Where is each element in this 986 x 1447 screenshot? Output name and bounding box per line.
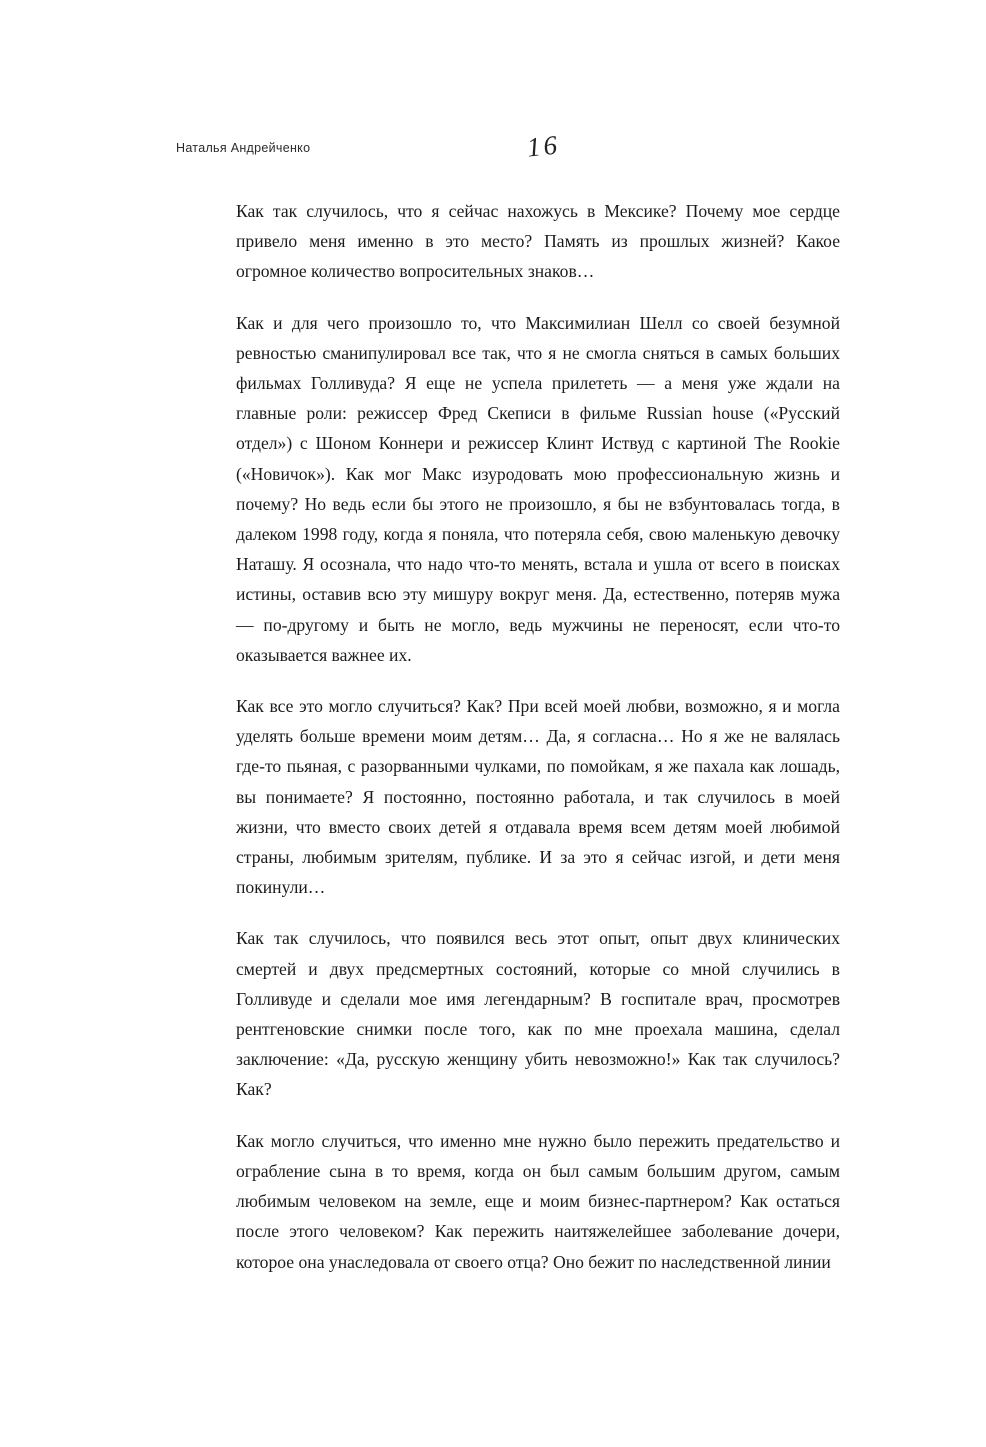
paragraph: Как и для чего произошло то, что Максимилиан Шелл со своей безумной ревностью сманипулировал все так, что я не смогла сняться в самых больших фильмах Голливуда? Я еще не успела прилететь — а меня уже ждали на главные роли: режиссер Фред Скепиcи в фильме Russian house («Русский отдел») с Шоном Коннери и режиссер Клинт Иствуд с картиной The Rookie («Новичок»). Как мог Макс изуродовать мою профессиональную жизнь и почему? Но ведь если бы этого не произошло, я бы не взбунтовалась тогда, в далеком 1998 году, когда я поняла, что потеряла себя, свою маленькую девочку Наташу. Я осознала, что надо что-то менять, встала и ушла от всего в поисках истины, оставив всю эту мишуру вокруг меня. Да, естественно, потеряв мужа — по-другому и быть не могло, ведь мужчины не переносят, если что-то оказывается важнее их. bbox=[236, 312, 840, 665]
paragraph: Как так случилось, что появился весь этот опыт, опыт двух клинических смертей и двух предсмертных состояний, которые со мной случились в Голливуде и сделали мое имя легендарным? В госпитале врач, просмотрев рентгеновские снимки после того, как по мне проехала машина, сделал заключение: «Да, русскую женщину убить невозможно!» Как так случилось? Как? bbox=[236, 928, 840, 1100]
running-head-author: Наталья Андрейченко bbox=[176, 141, 311, 155]
body-text-column bbox=[236, 196, 840, 1277]
page-number: 16 bbox=[525, 129, 562, 163]
paragraph: Как могло случиться, что именно мне нужно было пережить предательство и ограбление сына в то время, когда он был самым большим другом, самым любимым человеком на земле, еще и моим бизнес-партнером? Как остаться после этого человеком? Как пережить наитяжелейшее заболевание дочери, которое она унаследовала от своего отца? Оно бежит по наследственной линии bbox=[236, 1130, 840, 1272]
paragraph: Как все это могло случиться? Как? При всей моей любви, возможно, я и могла уделять больше времени моим детям… Да, я согласна… Но я же не валялась где-то пьяная, с разорванными чулками, по помойкам, я же пахала как лошадь, вы понимаете? Я постоянно, постоянно работала, и так случилось в моей жизни, что вместо своих детей я отдавала время всем детям моей любимой страны, любимым зрителям, публике. И за это я сейчас изгой, и дети меня покинули… bbox=[236, 696, 840, 898]
paragraph: Как так случилось, что я сейчас нахожусь в Мексике? Почему мое сердце привело меня именно в это место? Память из прошлых жизней? Какое огромное количество вопросительных знаков… bbox=[236, 201, 840, 282]
